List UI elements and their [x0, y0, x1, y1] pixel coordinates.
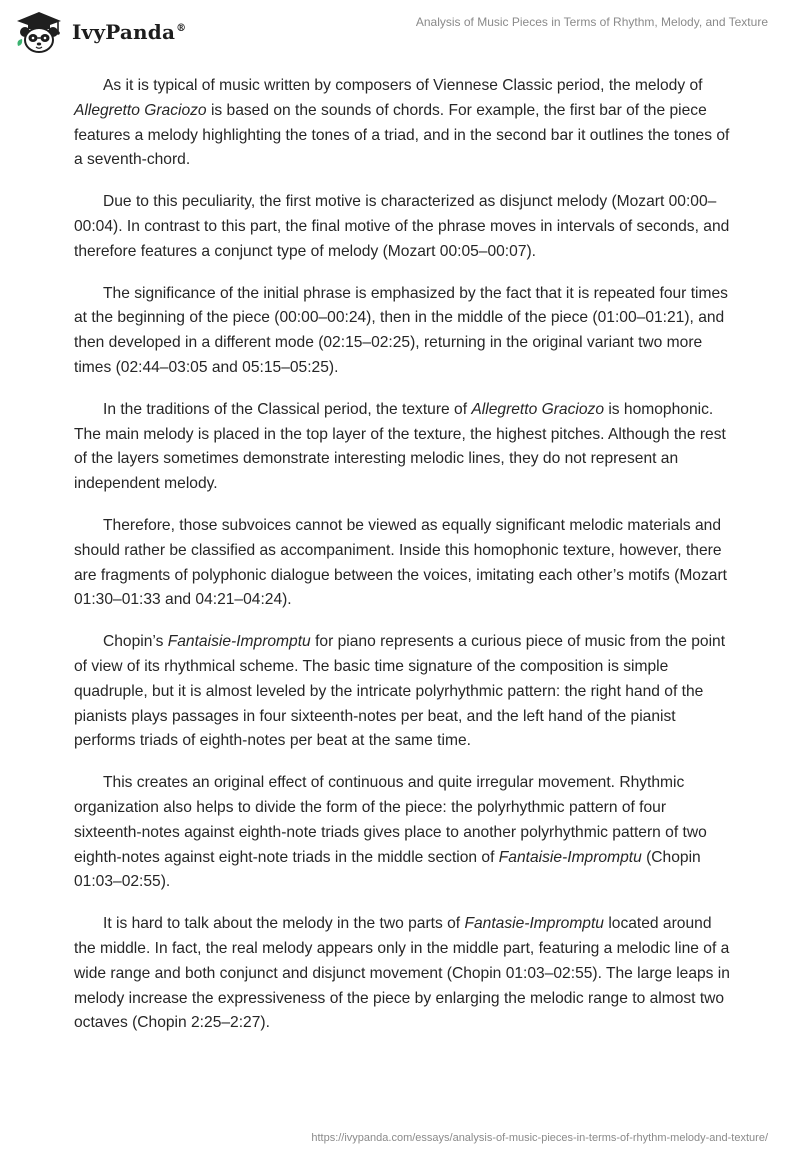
paragraph: Due to this peculiarity, the first motive is characterized as disjunct melody (Mozart 00:00–00:04). In contrast to this part, the final motive of the phrase moves in intervals of seconds, and therefore features a conjunct type of melody (Mozart 00:05–00:07).	[74, 193, 730, 260]
paragraph: The significance of the initial phrase is emphasized by the fact that it is repeated four times at the beginning of the piece (00:00–00:24), then in the middle of the piece (01:00–01:21), and then developed in a different mode (02:15–02:25), returning in the original variant two more times (02:44–03:05 and 05:15–05:25).	[74, 284, 728, 376]
page-header	[0, 0, 800, 60]
paragraph: This creates an original effect of continuous and quite irregular movement. Rhythmic organization also helps to divide the form of the piece: the polyrhythmic pattern of four sixteenth-notes against eighth-note triads gives place to another polyrhythmic pattern of two eighth-notes against eight-note triads in the middle section of Fantaisie-Impromptu (Chopin 01:03–02:55).	[74, 774, 707, 891]
brand-name: IvyPanda®	[72, 20, 187, 44]
document-title: Analysis of Music Pieces in Terms of Rhythm, Melody, and Texture	[415, 15, 768, 29]
panda-graduate-icon	[14, 10, 64, 54]
paragraph: It is hard to talk about the melody in the two parts of Fantasie-Impromptu located around the middle. In fact, the real melody appears only in the middle part, featuring a melodic line of a wide range and both conjunct and disjunct movement (Chopin 01:03–02:55). The large leaps in melody increase the expressiveness of the piece by enlarging the melodic range to almost two octaves (Chopin 2:25–2:27).	[74, 915, 730, 1032]
essay-body	[74, 74, 734, 1053]
paragraph: In the traditions of the Classical period, the texture of Allegretto Graciozo is homophonic. The main melody is placed in the top layer of the texture, the highest pitches. Although the rest of the layers sometimes demonstrate interesting melodic lines, they do not represent an independent melody.	[74, 400, 726, 493]
registered-mark: ®	[176, 23, 187, 35]
source-url-link[interactable]: https://ivypanda.com/essays/analysis-of-music-pieces-in-terms-of-rhythm-melody-and-texture/	[311, 1132, 768, 1144]
brand-logo[interactable]	[14, 10, 186, 54]
paragraph: As it is typical of music written by composers of Viennese Classic period, the melody of Allegretto Graciozo is based on the sounds of chords. For example, the first bar of the piece features a melody highlighting the tones of a triad, and in the second bar it outlines the tones of a seventh-chord.	[74, 77, 730, 169]
paragraph: Chopin’s Fantaisie-Impromptu for piano represents a curious piece of music from the point of view of its rhythmical scheme. The basic time signature of the composition is simple quadruple, but it is almost leveled by the intricate polyrhythmic pattern: the right hand of the pianists plays passages in four sixteenth-notes per beat, and the left hand of the pianist performs triads of eighth-notes per beat at the same time.	[74, 633, 726, 750]
paragraph: Therefore, those subvoices cannot be viewed as equally significant melodic materials and should rather be classified as accompaniment. Inside this homophonic texture, however, there are fragments of polyphonic dialogue between the voices, imitating each other’s motifs (Mozart 01:30–01:33 and 04:21–04:24).	[74, 516, 727, 609]
